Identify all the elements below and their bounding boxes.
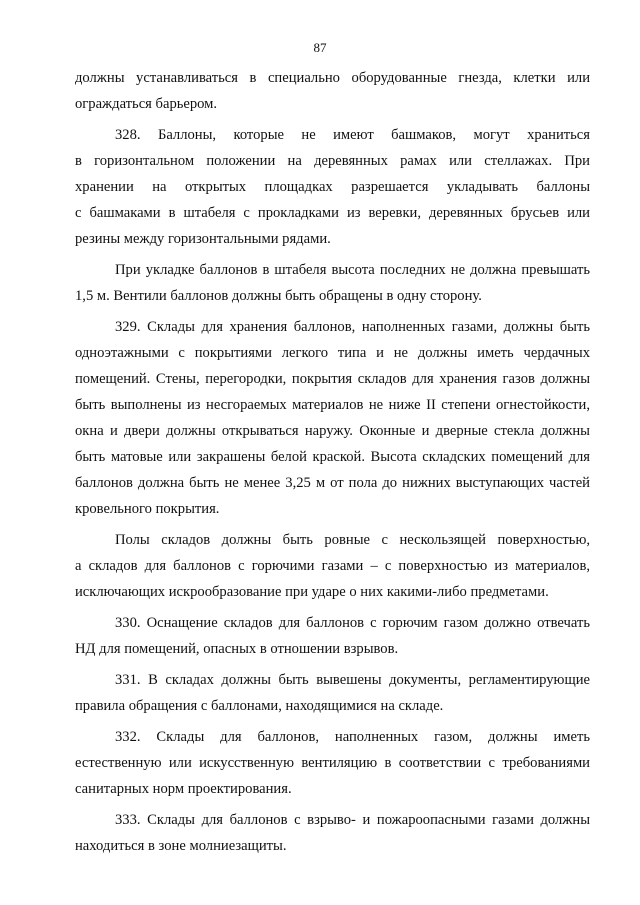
paragraph-continuation <box>75 65 590 117</box>
text-line: санитарных норм проектирования. <box>75 781 292 797</box>
paragraph-330 <box>75 610 590 662</box>
text-line: в горизонтальном положении на деревянных рамах или стеллажах. При <box>75 153 590 169</box>
paragraph-329 <box>75 314 590 522</box>
text-line: Полы складов должны быть ровные с нескользящей поверхностью, <box>115 532 590 548</box>
text-line: 333. Склады для баллонов с взрыво- и пожароопасными газами должны <box>115 812 590 828</box>
text-line: должны устанавливаться в специально оборудованные гнезда, клетки или <box>75 70 590 86</box>
text-line: ограждаться барьером. <box>75 96 218 112</box>
page-number: 87 <box>313 40 327 55</box>
paragraph-floors <box>75 527 590 605</box>
text-line: окна и двери должны открываться наружу. Оконные и дверные стекла должны <box>75 423 590 439</box>
document-body <box>75 65 590 859</box>
text-line: исключающих искрообразование при ударе о них какими-либо предметами. <box>75 584 549 600</box>
text-line: 332. Склады для баллонов, наполненных газом, должны иметь <box>115 729 590 745</box>
text-line: помещений. Стены, перегородки, покрытия складов для хранения газов должны <box>75 371 590 387</box>
text-line: НД для помещений, опасных в отношении взрывов. <box>75 641 399 657</box>
paragraph-333 <box>75 807 590 859</box>
paragraph-331 <box>75 667 590 719</box>
text-line: находиться в зоне молниезащиты. <box>75 838 287 854</box>
text-line: правила обращения с баллонами, находящимися на складе. <box>75 698 444 714</box>
paragraph-332 <box>75 724 590 802</box>
text-line: кровельного покрытия. <box>75 501 220 517</box>
paragraph-328 <box>75 122 590 252</box>
text-line: 330. Оснащение складов для баллонов с горючим газом должно отвечать <box>115 615 590 631</box>
text-line: баллонов должна быть не менее 3,25 м от пола до нижних выступающих частей <box>75 475 590 491</box>
text-line: резины между горизонтальными рядами. <box>75 231 331 247</box>
text-line: естественную или искусственную вентиляцию в соответствии с требованиями <box>75 755 590 771</box>
text-line: одноэтажными с покрытиями легкого типа и не должны иметь чердачных <box>75 345 590 361</box>
text-line: 331. В складах должны быть вывешены документы, регламентирующие <box>115 672 590 688</box>
text-line: 328. Баллоны, которые не имеют башмаков, могут храниться <box>115 127 590 143</box>
text-line: быть выполнены из несгораемых материалов не ниже II степени огнестойкости, <box>75 397 590 413</box>
text-line: При укладке баллонов в штабеля высота последних не должна превышать <box>115 262 590 278</box>
text-line: а складов для баллонов с горючими газами – с поверхностью из материалов, <box>75 558 590 574</box>
text-line: быть матовые или закрашены белой краской. Высота складских помещений для <box>75 449 590 465</box>
text-line: 329. Склады для хранения баллонов, наполненных газами, должны быть <box>115 319 590 335</box>
paragraph-stacking <box>75 257 590 309</box>
text-line: хранении на открытых площадках разрешается укладывать баллоны <box>75 179 590 195</box>
text-line: 1,5 м. Вентили баллонов должны быть обращены в одну сторону. <box>75 288 482 304</box>
text-line: с башмаками в штабеля с прокладками из веревки, деревянных брусьев или <box>75 205 590 221</box>
